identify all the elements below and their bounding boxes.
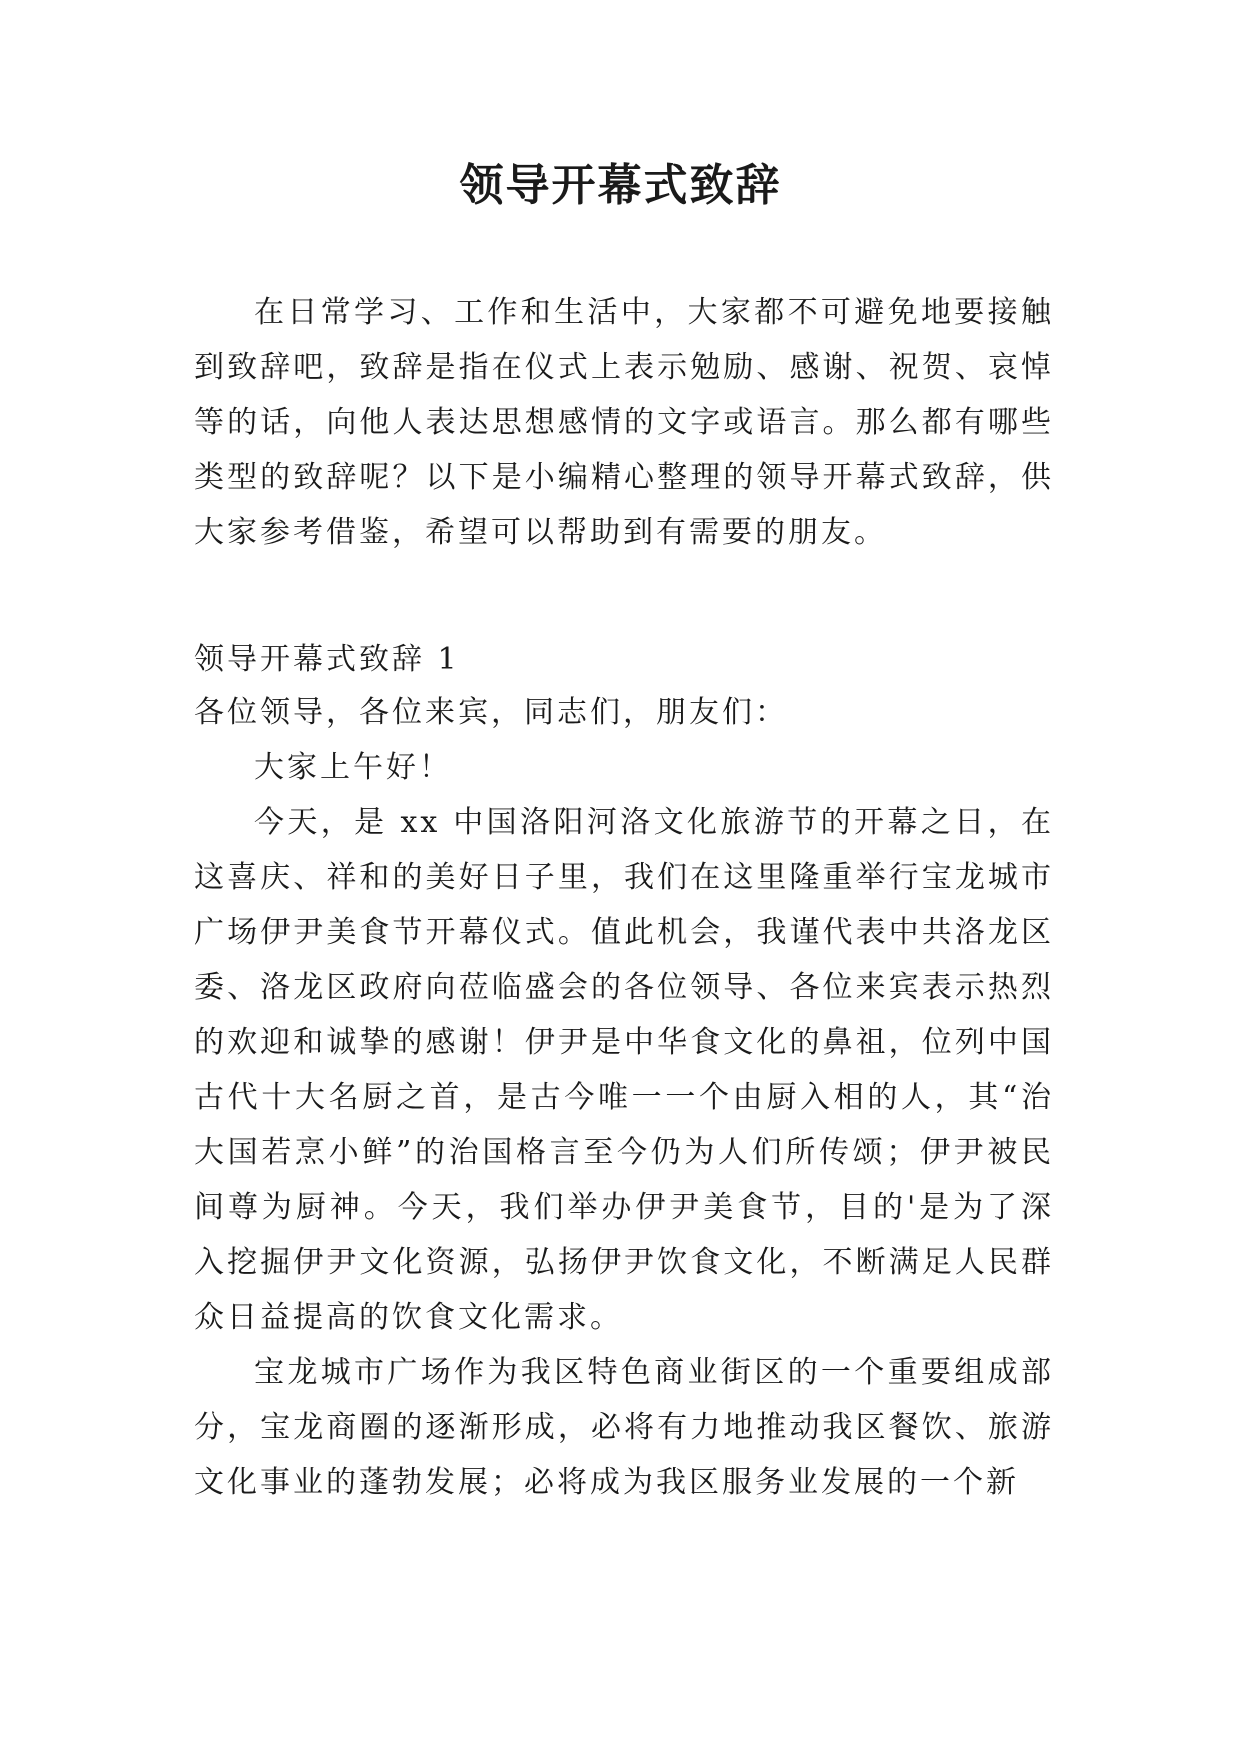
document-body — [194, 285, 1054, 1510]
greeting: 大家上午好！ — [254, 750, 452, 785]
document-title: 领导开幕式致辞 — [459, 160, 782, 211]
salutation: 各位领导，各位来宾，同志们，朋友们： — [194, 695, 788, 730]
intro-paragraph: 在日常学习、工作和生活中，大家都不可避免地要接触到致辞吧，致辞是指在仪式上表示勉励、感谢、祝贺、哀悼等的话，向他人表达思想感情的文字或语言。那么都有哪些类型的致辞呢？以下是小编精心整理的领导开幕式致辞，供大家参考借鉴，希望可以帮助到有需要的朋友。 — [194, 295, 1054, 550]
section-heading: 领导开幕式致辞 1 — [194, 642, 460, 677]
body-paragraph: 宝龙城市广场作为我区特色商业街区的一个重要组成部分，宝龙商圈的逐渐形成，必将有力地推动我区餐饮、旅游文化事业的蓬勃发展；必将成为我区服务业发展的一个新 — [194, 1355, 1054, 1500]
body-paragraph: 今天，是 xx 中国洛阳河洛文化旅游节的开幕之日，在这喜庆、祥和的美好日子里，我们在这里隆重举行宝龙城市广场伊尹美食节开幕仪式。值此机会，我谨代表中共洛龙区委、洛龙区政府向莅临盛会的各位领导、各位来宾表示热烈的欢迎和诚挚的感谢！伊尹是中华食文化的鼻祖，位列中国古代十大名厨之首，是古今唯一一个由厨入相的人，其“治大国若烹小鲜”的治国格言至今仍为人们所传颂；伊尹被民间尊为厨神。今天，我们举办伊尹美食节，目的'是为了深入挖掘伊尹文化资源，弘扬伊尹饮食文化，不断满足人民群众日益提高的饮食文化需求。 — [194, 805, 1054, 1335]
